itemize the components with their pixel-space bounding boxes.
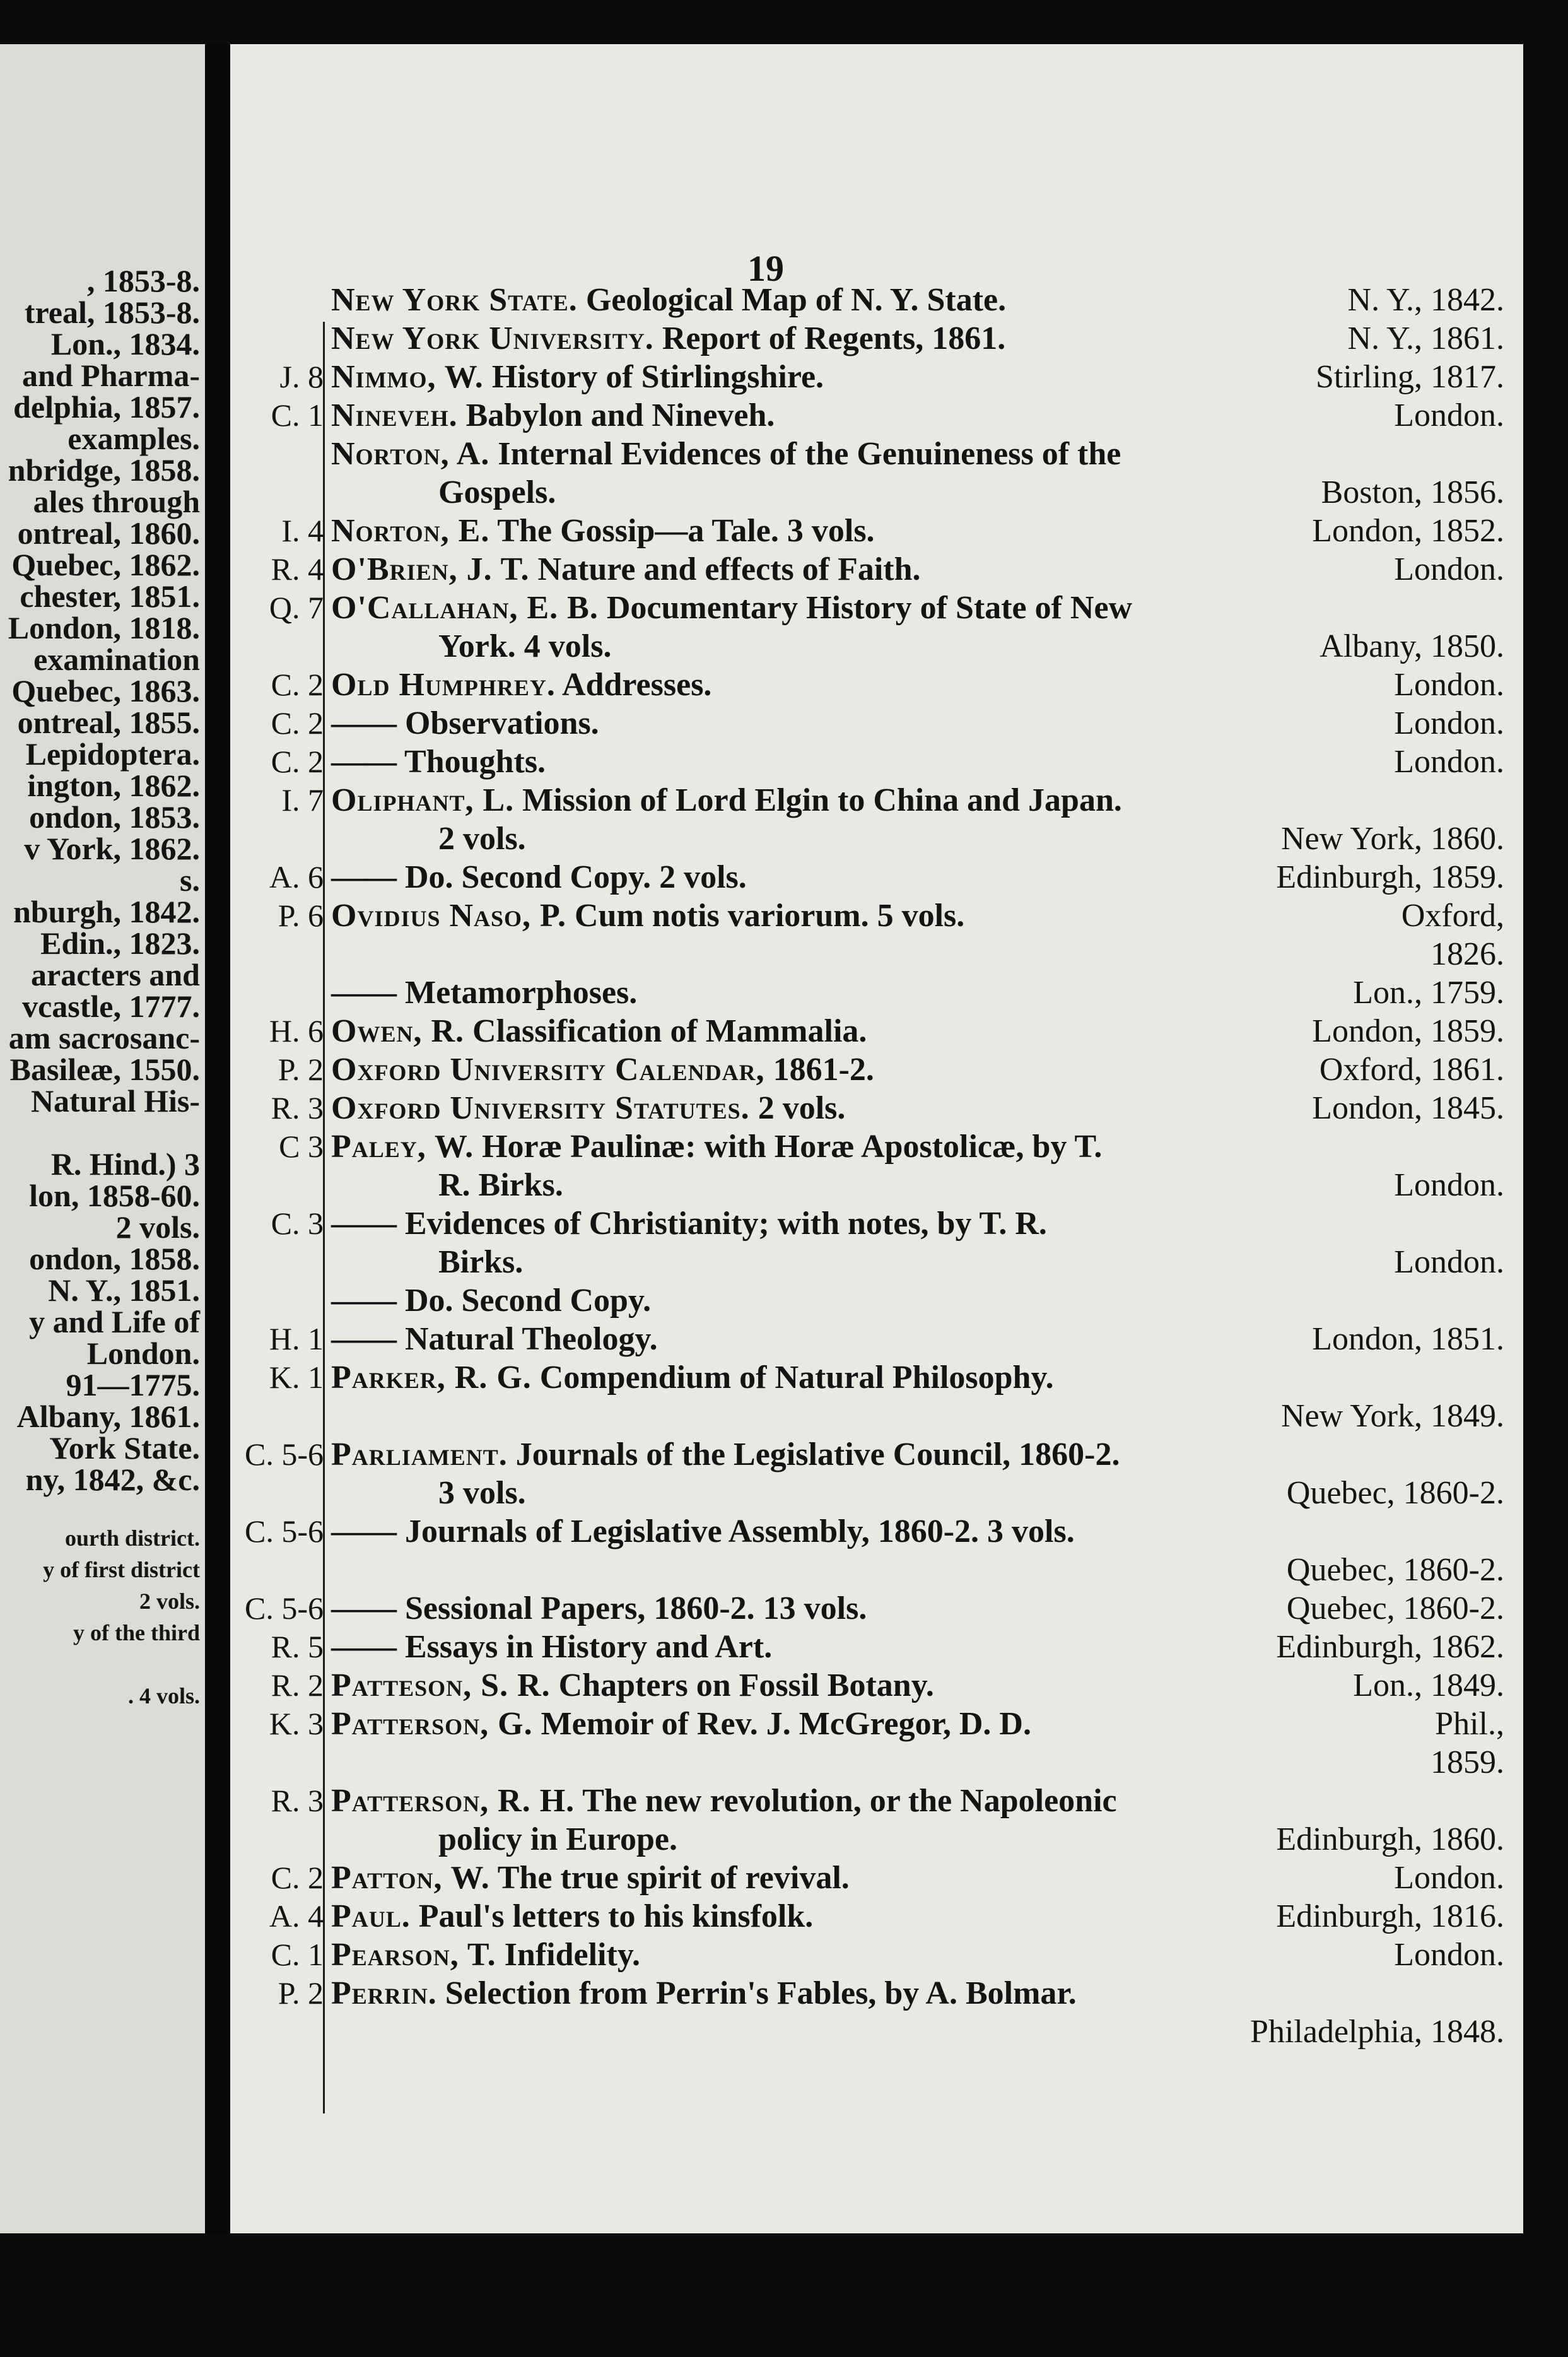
entry-imprint: London, 1859.: [1312, 1013, 1504, 1049]
left-page-line: aracters and: [31, 957, 200, 992]
catalog-entry-line: [331, 1592, 1504, 1625]
shelf-location: C. 2: [271, 1860, 324, 1895]
catalog-entry-line: [331, 1323, 1504, 1356]
entry-imprint: Phil.,: [1435, 1706, 1504, 1742]
catalog-entry-line: [331, 1208, 1504, 1240]
shelf-location: I. 7: [281, 782, 324, 818]
entry-title: policy in Europe.: [438, 1821, 678, 1857]
entry-author: O'Callahan, E. B.: [331, 590, 599, 626]
entry-imprint: N. Y., 1842.: [1347, 282, 1504, 318]
left-page-line: 2 vols.: [139, 1589, 200, 1614]
catalog-entry-line: [438, 1477, 1504, 1510]
entry-author: Norton, E.: [331, 513, 490, 549]
shelf-location: C. 2: [271, 667, 324, 702]
shelf-location: R. 3: [271, 1090, 324, 1126]
shelf-location: H. 1: [269, 1321, 324, 1356]
entry-author: Ovidius Naso, P.: [331, 898, 567, 934]
left-page-line: am sacrosanc-: [8, 1020, 200, 1055]
left-page-line: ales through: [33, 484, 200, 519]
shelf-location: C. 5-6: [245, 1514, 324, 1549]
left-page-line: y of the third: [73, 1620, 200, 1645]
entry-imprint: London.: [1394, 1167, 1504, 1203]
entry-imprint: Boston, 1856.: [1321, 474, 1504, 510]
shelf-location: P. 6: [278, 898, 324, 933]
entry-imprint: London.: [1394, 551, 1504, 587]
catalog-entry-line: [331, 515, 1504, 548]
entry-imprint: New York, 1860.: [1281, 821, 1504, 857]
catalog-entry-line: [331, 1438, 1504, 1471]
left-page-line: London.: [86, 1336, 200, 1371]
entry-imprint: London.: [1394, 1937, 1504, 1973]
entry-imprint: London.: [1394, 1244, 1504, 1280]
catalog-entry-line: [331, 669, 1504, 702]
left-page-line: Lepidoptera.: [25, 736, 200, 772]
catalog-page: [230, 44, 1523, 2233]
left-page-line: v York, 1862.: [24, 831, 200, 866]
catalog-entry-line: [331, 1631, 1504, 1664]
entry-title: Chapters on Fossil Botany.: [550, 1667, 934, 1703]
catalog-entry-line: [331, 1054, 1504, 1086]
entry-title: Geological Map of N. Y. State.: [577, 282, 1007, 318]
catalog-entry-line: [331, 1361, 1504, 1394]
entry-imprint: London, 1852.: [1312, 513, 1504, 549]
left-page-line: Edin., 1823.: [40, 926, 200, 961]
entry-title: Cum notis variorum. 5 vols.: [566, 898, 965, 934]
left-page-line: R. Hind.) 3: [50, 1146, 200, 1182]
left-page-line: Lon., 1834.: [50, 326, 200, 361]
entry-title: Documentary History of State of New: [598, 590, 1133, 626]
entry-imprint: Edinburgh, 1859.: [1276, 859, 1504, 895]
entry-author: Norton, A.: [331, 436, 490, 472]
left-page-line: ontreal, 1855.: [17, 705, 200, 740]
entry-title: History of Stirlingshire.: [483, 359, 824, 395]
entry-title: Addresses.: [555, 667, 712, 703]
entry-title: —— Essays in History and Art.: [331, 1629, 773, 1665]
entry-imprint: Edinburgh, 1860.: [1276, 1821, 1504, 1857]
left-facing-page: [0, 44, 205, 2233]
entry-title: Journals of the Legislative Council, 1860-2.: [507, 1437, 1120, 1472]
catalog-entry-line: [331, 1785, 1504, 1818]
left-page-line: Quebec, 1863.: [11, 673, 200, 708]
catalog-entry-line: [331, 977, 1504, 1009]
entry-author: Owen, R.: [331, 1013, 465, 1049]
shelf-location: Q. 7: [269, 590, 324, 625]
entry-title: —— Thoughts.: [331, 744, 546, 780]
entry-imprint: Albany, 1850.: [1319, 628, 1504, 664]
shelf-location: I. 4: [281, 513, 324, 548]
entry-author: Perrin.: [331, 1975, 437, 2011]
left-page-line: ourth district.: [65, 1525, 200, 1551]
catalog-entry-line: [331, 1977, 1504, 2010]
catalog-entry-line: [331, 1092, 1504, 1125]
entry-imprint: 1859.: [1431, 1744, 1504, 1780]
entry-title: Nature and effects of Faith.: [529, 551, 921, 587]
entry-imprint: N. Y., 1861.: [1347, 320, 1504, 356]
catalog-entry-line: [331, 900, 1504, 932]
entry-imprint: New York, 1849.: [1281, 1398, 1504, 1434]
left-page-line: York State.: [49, 1430, 200, 1466]
catalog-entry-line: [331, 1131, 1504, 1163]
catalog-entry-line: [331, 361, 1504, 394]
entry-imprint: London.: [1394, 705, 1504, 741]
entry-title: Horæ Paulinæ: with Horæ Apostolicæ, by T.: [474, 1129, 1103, 1165]
catalog-entry-line: [438, 1823, 1504, 1856]
shelf-location: K. 3: [269, 1706, 324, 1741]
entry-title: —— Sessional Papers, 1860-2. 13 vols.: [331, 1590, 867, 1626]
left-page-line: and Pharma-: [22, 358, 200, 393]
entry-title: 3 vols.: [438, 1475, 526, 1511]
shelf-location: C. 1: [271, 1937, 324, 1972]
shelf-location: C. 5-6: [245, 1437, 324, 1472]
left-page-line: Basileæ, 1550.: [9, 1052, 200, 1087]
entry-author: Patterson, G.: [331, 1706, 533, 1742]
catalog-entry-line: [438, 476, 1504, 509]
entry-title: 2 vols.: [749, 1090, 846, 1126]
shelf-location: C 3: [279, 1129, 324, 1164]
shelf-location: C. 3: [271, 1206, 324, 1241]
left-page-line: nburgh, 1842.: [13, 894, 200, 929]
entry-author: Oxford University Calendar,: [331, 1052, 765, 1088]
entry-imprint: London, 1851.: [1312, 1321, 1504, 1357]
catalog-entry-line: [331, 284, 1504, 317]
entry-title: The true spirit of revival.: [489, 1860, 850, 1896]
entry-title: —— Do. Second Copy. 2 vols.: [331, 859, 747, 895]
catalog-entry-line: [331, 322, 1504, 355]
entry-title: —— Do. Second Copy.: [331, 1283, 652, 1319]
catalog-entry-line: [331, 707, 1504, 740]
shelf-location: A. 4: [269, 1898, 324, 1934]
left-page-line: chester, 1851.: [20, 579, 200, 614]
entry-imprint: Edinburgh, 1862.: [1276, 1629, 1504, 1665]
shelf-location: R. 4: [271, 551, 324, 587]
left-page-line: 2 vols.: [115, 1209, 200, 1245]
left-page-line: Natural His-: [30, 1083, 200, 1119]
entry-title: —— Metamorphoses.: [331, 975, 638, 1011]
left-page-line: y and Life of: [29, 1304, 200, 1339]
left-page-line: delphia, 1857.: [13, 389, 200, 425]
left-page-line: , 1853-8.: [86, 263, 200, 298]
left-page-line: vcastle, 1777.: [22, 989, 200, 1024]
entry-imprint: Edinburgh, 1816.: [1276, 1898, 1504, 1934]
catalog-entry-line: [331, 861, 1504, 894]
catalog-entry-line: [331, 1900, 1504, 1933]
entry-author: Patteson, S. R.: [331, 1667, 551, 1703]
catalog-entry-line: [438, 1169, 1504, 1202]
catalog-entry-line: [438, 630, 1504, 663]
left-page-line: nbridge, 1858.: [8, 452, 200, 488]
entry-author: Paul.: [331, 1898, 411, 1934]
entry-title: Compendium of Natural Philosophy.: [531, 1360, 1054, 1396]
entry-author: New York State.: [331, 282, 578, 318]
entry-imprint: Lon., 1849.: [1353, 1667, 1504, 1703]
shelf-location: C. 1: [271, 397, 324, 433]
entry-title: Mission of Lord Elgin to China and Japan.: [514, 782, 1122, 818]
catalog-entry-line: [331, 1515, 1504, 1548]
entry-author: Oxford University Statutes.: [331, 1090, 750, 1126]
entry-author: Paley, W.: [331, 1129, 474, 1165]
entry-imprint: Oxford, 1861.: [1319, 1052, 1504, 1088]
catalog-entry-line: [331, 592, 1504, 625]
entry-author: Parliament.: [331, 1437, 508, 1472]
entry-title: Memoir of Rev. J. McGregor, D. D.: [532, 1706, 1031, 1742]
entry-author: Patton, W.: [331, 1860, 490, 1896]
left-page-line: 91—1775.: [66, 1367, 200, 1402]
left-page-line: . 4 vols.: [127, 1683, 200, 1708]
entry-title: Report of Regents, 1861.: [653, 320, 1006, 356]
left-page-line: ny, 1842, &c.: [25, 1462, 200, 1497]
entry-author: Oliphant, L.: [331, 782, 515, 818]
catalog-entry-line: [331, 1015, 1504, 1048]
entry-imprint: Philadelphia, 1848.: [1250, 2014, 1504, 2050]
page-number: 19: [747, 248, 784, 289]
left-page-line: examination: [33, 642, 200, 677]
entry-title: —— Journals of Legislative Assembly, 1860-2. 3 vols.: [331, 1514, 1075, 1549]
entry-author: New York University.: [331, 320, 654, 356]
catalog-entry-line: [331, 553, 1504, 586]
entry-title: York. 4 vols.: [438, 628, 612, 664]
left-page-line: ondon, 1858.: [29, 1241, 200, 1276]
entry-imprint: Stirling, 1817.: [1315, 359, 1504, 395]
entry-title: 2 vols.: [438, 821, 526, 857]
entry-author: Old Humphrey.: [331, 667, 556, 703]
catalog-entry-line: [438, 1246, 1504, 1279]
shelf-location: C. 2: [271, 744, 324, 779]
shelf-location: A. 6: [269, 859, 324, 895]
book-spine: [205, 44, 230, 2233]
shelf-location: P. 2: [278, 1975, 324, 2011]
entry-title: 1861-2.: [764, 1052, 874, 1088]
entry-title: Birks.: [438, 1244, 524, 1280]
entry-title: Babylon and Nineveh.: [457, 397, 775, 433]
left-page-line: London, 1818.: [8, 610, 200, 645]
left-page-line: ondon, 1853.: [29, 799, 200, 835]
entry-title: Paul's letters to his kinsfolk.: [410, 1898, 814, 1934]
catalog-entry-line: [331, 399, 1504, 432]
shelf-location: P. 2: [278, 1052, 324, 1087]
entry-author: Patterson, R. H.: [331, 1783, 575, 1819]
catalog-entry-line: [331, 1708, 1504, 1741]
entry-imprint: Quebec, 1860-2.: [1286, 1590, 1504, 1626]
entry-title: R. Birks.: [438, 1167, 563, 1203]
catalog-entry-line: [331, 746, 1504, 779]
entry-title: —— Observations.: [331, 705, 599, 741]
left-page-line: y of first district: [43, 1557, 200, 1582]
left-page-line: lon, 1858-60.: [29, 1178, 200, 1213]
entry-title: Infidelity.: [496, 1937, 640, 1973]
catalog-entry-line: [331, 1939, 1504, 1972]
entry-imprint: Quebec, 1860-2.: [1286, 1475, 1504, 1511]
entry-imprint: Oxford,: [1401, 898, 1504, 934]
shelf-location: C. 5-6: [245, 1590, 324, 1626]
catalog-entry-line: [438, 823, 1504, 855]
entry-imprint: London.: [1394, 397, 1504, 433]
entry-title: —— Evidences of Christianity; with notes, by T. R.: [331, 1206, 1047, 1242]
catalog-entry-line: [331, 1284, 1504, 1317]
entry-imprint: London, 1845.: [1312, 1090, 1504, 1126]
shelf-location: K. 1: [269, 1360, 324, 1395]
shelf-location: C. 2: [271, 705, 324, 741]
entry-author: Parker, R. G.: [331, 1360, 532, 1396]
shelf-location: R. 2: [271, 1667, 324, 1703]
entry-imprint: 1826.: [1431, 936, 1504, 972]
left-page-line: Quebec, 1862.: [11, 547, 200, 582]
entry-author: Nimmo, W.: [331, 359, 484, 395]
entry-title: Internal Evidences of the Genuineness of the: [489, 436, 1121, 472]
entry-title: Selection from Perrin's Fables, by A. Bolmar.: [436, 1975, 1077, 2011]
left-page-line: examples.: [67, 421, 200, 456]
catalog-entry-line: [331, 438, 1504, 471]
catalog-entry-line: [331, 1669, 1504, 1702]
left-page-line: ontreal, 1860.: [17, 515, 200, 551]
left-page-line: treal, 1853-8.: [24, 295, 200, 330]
entry-title: Gospels.: [438, 474, 556, 510]
left-page-line: s.: [180, 862, 200, 898]
entry-author: Nineveh.: [331, 397, 458, 433]
entry-imprint: Quebec, 1860-2.: [1286, 1552, 1504, 1588]
left-page-line: N. Y., 1851.: [48, 1273, 200, 1308]
shelf-location: R. 5: [271, 1629, 324, 1664]
left-page-line: Albany, 1861.: [16, 1399, 200, 1434]
shelf-location: R. 3: [271, 1783, 324, 1818]
entry-title: —— Natural Theology.: [331, 1321, 658, 1357]
entry-imprint: Lon., 1759.: [1353, 975, 1504, 1011]
entry-author: O'Brien, J. T.: [331, 551, 530, 587]
entry-title: Classification of Mammalia.: [464, 1013, 867, 1049]
entry-imprint: London.: [1394, 1860, 1504, 1896]
entry-author: Pearson, T.: [331, 1937, 496, 1973]
shelf-location: J. 8: [279, 359, 324, 394]
catalog-entry-line: [331, 1862, 1504, 1895]
left-page-line: ington, 1862.: [27, 768, 200, 803]
entry-title: The Gossip—a Tale. 3 vols.: [489, 513, 875, 549]
shelf-location: H. 6: [269, 1013, 324, 1049]
entry-title: The new revolution, or the Napoleonic: [575, 1783, 1117, 1819]
entry-imprint: London.: [1394, 744, 1504, 780]
catalog-entry-line: [331, 784, 1504, 817]
entry-imprint: London.: [1394, 667, 1504, 703]
